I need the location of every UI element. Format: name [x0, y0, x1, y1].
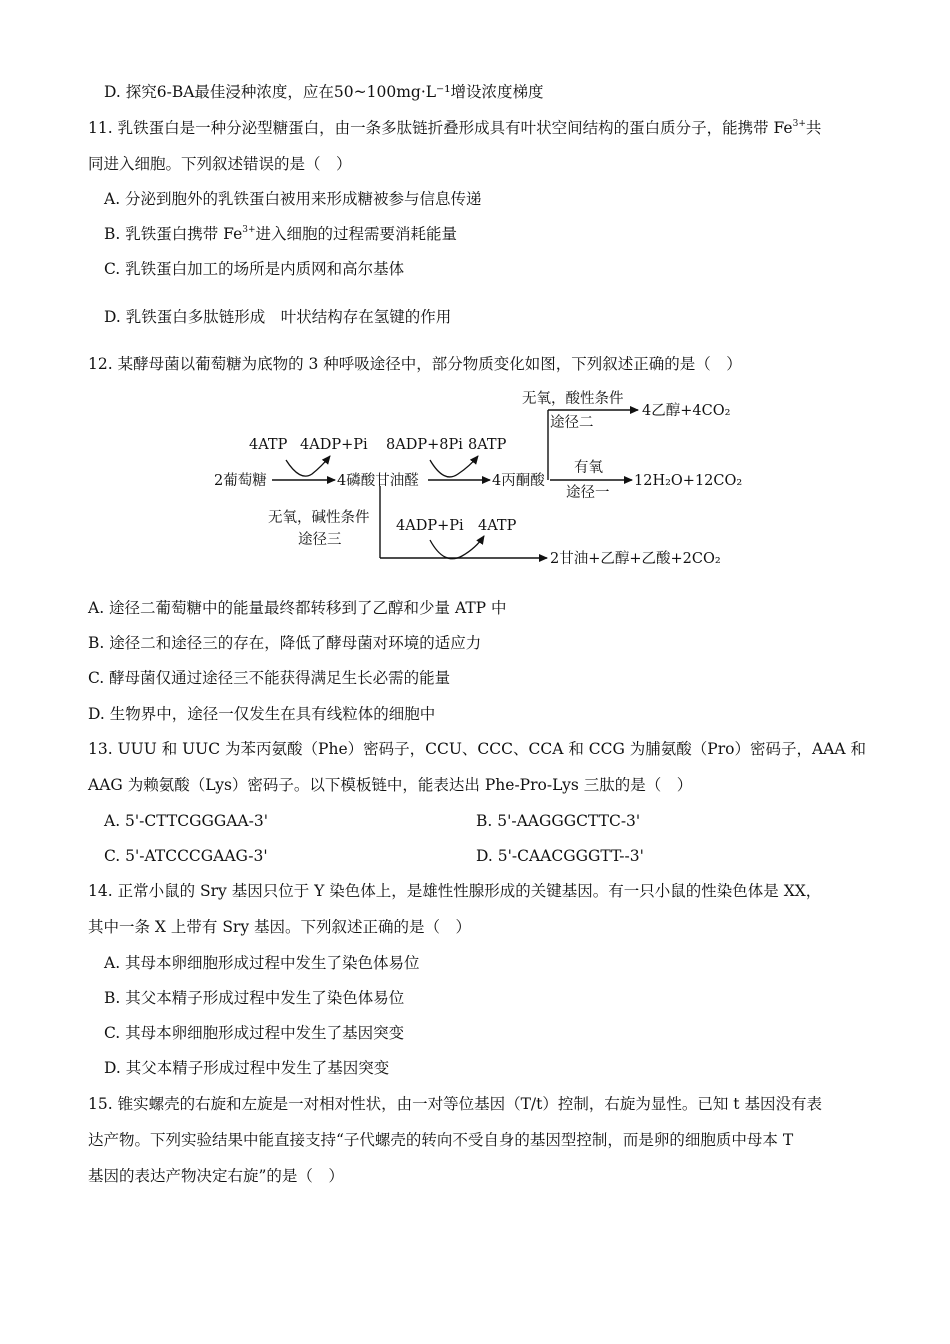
q11-stem-tail: 共 [805, 119, 822, 137]
pathway-3-name: 途径三 [298, 532, 342, 548]
q10-option-d: D. 探究6-BA最佳浸种浓度，应在50~100mg·L⁻¹增设浓度梯度 [104, 83, 544, 101]
q15-stem-line-1: 15. 锥实螺壳的右旋和左旋是一对相对性状，由一对等位基因（T/t）控制，右旋为显性。已知 t 基因没有表 [88, 1095, 822, 1113]
q15-stem-line-3: 基因的表达产物决定右旋”的是（ ） [88, 1167, 344, 1185]
pathway-1-condition: 有氧 [574, 460, 603, 476]
coupling-arc-1 [286, 456, 330, 476]
q12-stem: 12. 某酵母菌以葡萄糖为底物的 3 种呼吸途径中，部分物质变化如图，下列叙述正确的是（ ） [88, 355, 742, 373]
adp-out-label: 4ADP+Pi [300, 437, 368, 453]
respiration-pathway-diagram [0, 0, 950, 600]
atp-in-label: 4ATP [249, 437, 288, 453]
g3p-label: 4磷酸甘油醛 [337, 473, 419, 489]
pathway-3-condition: 无氧，碱性条件 [268, 510, 370, 526]
q13-option-d: D. 5'-CAACGGGTT--3' [476, 847, 644, 865]
atp-out-label-3: 4ATP [478, 518, 517, 534]
pathway-1-product: 12H₂O+12CO₂ [634, 473, 743, 489]
q11-option-d: D. 乳铁蛋白多肽链形成 叶状结构存在氢键的作用 [104, 308, 452, 326]
q13-option-b: B. 5'-AAGGGCTTC-3' [476, 812, 641, 830]
q14-option-b: B. 其父本精子形成过程中发生了染色体易位 [104, 989, 405, 1007]
q14-option-d: D. 其父本精子形成过程中发生了基因突变 [104, 1059, 390, 1077]
pathway-1-name: 途径一 [566, 485, 610, 501]
q12-option-d: D. 生物界中，途径一仅发生在具有线粒体的细胞中 [88, 705, 436, 723]
q14-option-a: A. 其母本卵细胞形成过程中发生了染色体易位 [104, 954, 420, 972]
q11-option-a: A. 分泌到胞外的乳铁蛋白被用来形成糖被参与信息传递 [104, 190, 482, 208]
q13-option-a: A. 5'-CTTCGGGAA-3' [104, 812, 268, 830]
adp-in-label-2: 8ADP+8Pi [386, 437, 463, 453]
q14-stem-line-2: 其中一条 X 上带有 Sry 基因。下列叙述正确的是（ ） [88, 918, 472, 936]
q14-stem-line-1: 14. 正常小鼠的 Sry 基因只位于 Y 染色体上，是雄性性腺形成的关键基因。有一只小鼠的性染色体是 XX， [88, 882, 822, 900]
q13-option-c: C. 5'-ATCCCGAAG-3' [104, 847, 268, 865]
q13-stem-line-2: AAG 为赖氨酸（Lys）密码子。以下模板链中，能表达出 Phe-Pro-Lys 三肽的是（ ） [88, 776, 693, 794]
q11-option-c: C. 乳铁蛋白加工的场所是内质网和高尔基体 [104, 260, 405, 278]
glucose-label: 2葡萄糖 [214, 473, 267, 489]
pathway-3-product: 2甘油+乙醇+乙酸+2CO₂ [550, 551, 721, 567]
q11-stem-text: 11. 乳铁蛋白是一种分泌型糖蛋白，由一条多肽链折叠形成具有叶状空间结构的蛋白质分子，能携带 Fe [88, 119, 793, 137]
coupling-arc-3 [430, 536, 484, 559]
atp-out-label-2: 8ATP [468, 437, 507, 453]
pyruvate-label: 4丙酮酸 [492, 473, 545, 489]
q12-option-a: A. 途径二葡萄糖中的能量最终都转移到了乙醇和少量 ATP 中 [88, 599, 507, 617]
q14-option-c: C. 其母本卵细胞形成过程中发生了基因突变 [104, 1024, 405, 1042]
pathway-2-name: 途径二 [550, 415, 594, 431]
q11-option-b-superscript: 3+ [242, 225, 256, 235]
q11-option-b-tail: 进入细胞的过程需要消耗能量 [255, 225, 458, 243]
pathway-2-condition: 无氧，酸性条件 [522, 391, 624, 407]
adp-in-label-3: 4ADP+Pi [396, 518, 464, 534]
q12-option-c: C. 酵母菌仅通过途径三不能获得满足生长必需的能量 [88, 669, 451, 687]
pathway-2-product: 4乙醇+4CO₂ [642, 403, 731, 419]
q11-option-b-text: B. 乳铁蛋白携带 Fe [104, 225, 243, 243]
q13-stem-line-1: 13. UUU 和 UUC 为苯丙氨酸（Phe）密码子，CCU、CCC、CCA 和 CCG 为脯氨酸（Pro）密码子，AAA 和 [88, 740, 866, 758]
q15-stem-line-2: 达产物。下列实验结果中能直接支持“子代螺壳的转向不受自身的基因型控制，而是卵的细胞质中母本 T [88, 1131, 794, 1149]
coupling-arc-2 [430, 456, 478, 477]
q12-option-b: B. 途径二和途径三的存在，降低了酵母菌对环境的适应力 [88, 634, 482, 652]
q11-stem-line-2: 同进入细胞。下列叙述错误的是（ ） [88, 155, 352, 173]
q11-stem-superscript: 3+ [792, 119, 806, 129]
